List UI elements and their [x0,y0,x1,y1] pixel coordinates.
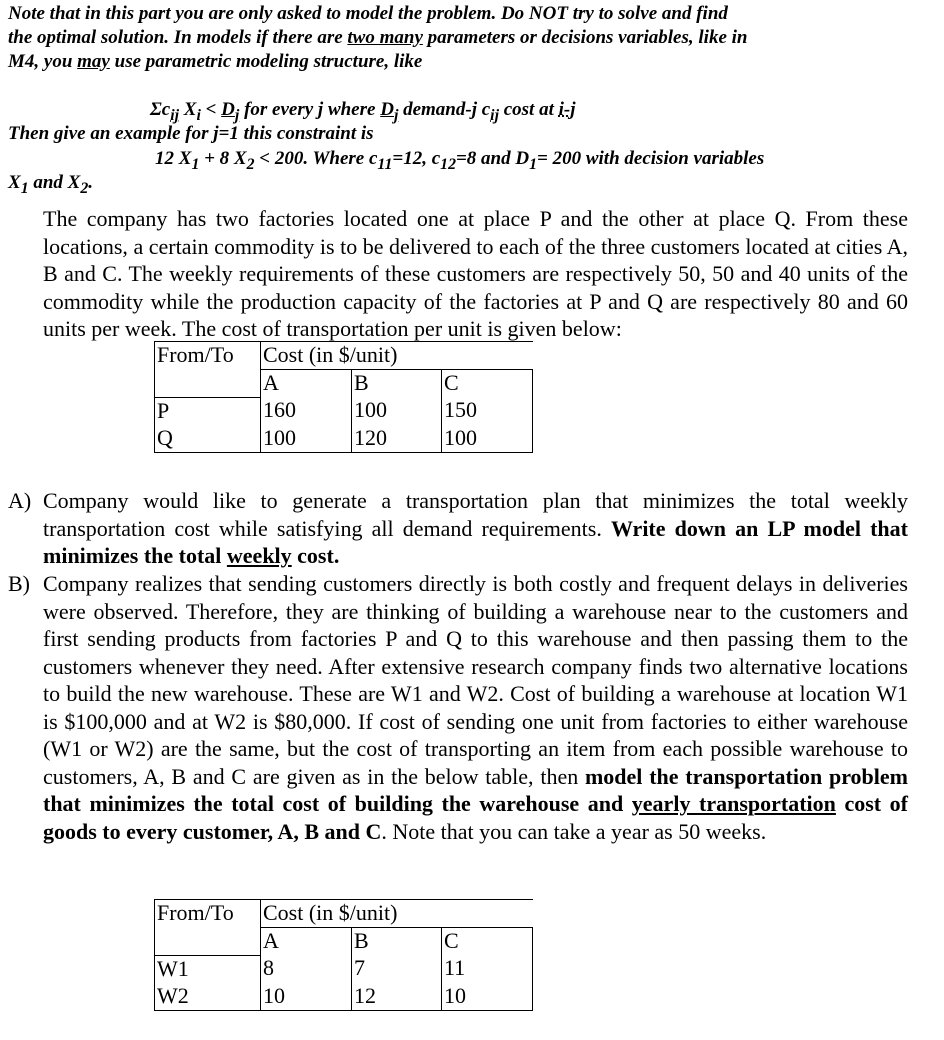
table-row [155,397,533,425]
question-bold-underlined: yearly transportation [631,791,836,816]
example-constraint [155,148,764,174]
table-row [155,425,533,453]
table-cell: 100 [442,425,533,453]
table-cell: 12 [352,983,442,1011]
question-label: A) [8,488,32,513]
example-text: + 8 X [199,148,247,169]
formula-text: cost at [498,99,559,120]
from-to-header: From/To [155,900,261,928]
question-body: Company would like to generate a transportation plan that minimizes the total weekly transportation cost while satisfying all demand requirements. [43,488,908,541]
formula-text: demand-j [398,99,482,120]
table-cell: 120 [352,425,442,453]
table-header-row [155,342,533,370]
table-cell: 10 [442,983,533,1011]
table-column-row [155,928,533,956]
vars-sub: 1 [20,179,29,197]
formula-sub: j [393,106,399,124]
column-header: A [261,370,352,398]
formula-sub: i [196,106,201,124]
factory-cost-table [154,341,533,453]
table-cell [155,370,261,398]
cost-header: Cost (in $/unit) [261,900,533,928]
column-header: C [442,370,533,398]
row-label: W1 [155,955,261,983]
table-cell: 8 [261,955,352,983]
row-label: P [155,397,261,425]
then-line: Then give an example for j=1 this constraint is [8,123,374,144]
note-line-2 [8,26,938,50]
vars-sub: 2 [80,179,89,197]
problem-intro: The company has two factories located one at place P and the other at place Q. From these locations, a certain commodity is to be delivered to each of the three customers located at cities A, B and C. The weekly requirements of these customers are respectively 50, 50 and 40 units of the commodity while the production capacity of the factories at P and Q are respectively 80 and 60 units per week. The cost of transportation per unit is given below: [43,206,908,341]
formula-text: for every j where [239,99,381,120]
vars-text: . [88,172,94,193]
formula-op: < [200,99,222,120]
formula-sub: ij [490,106,499,124]
table-row [155,983,533,1011]
question-bold: cost of goods to every customer, A, B and C [43,791,908,844]
row-label: W2 [155,983,261,1011]
from-to-header: From/To [155,342,261,370]
formula-text: i-j [558,99,576,120]
question-body: Company realizes that sending customers directly is both costly and frequent delays in deliveries were observed. Therefore, they are thinking of building a warehouse near to the customers and first sending products from factories P and Q to this warehouse and then passing them to the customers whenever they need. After extensive research company finds two alternative locations to build the new warehouse. These are W1 and W2. Cost of building a warehouse at location W1 is $100,000 and at W2 is $80,000. If cost of sending one unit from factories to either warehouse (W1 or W2) are the same, but the cost of transporting an item from each possible warehouse to customers, A, B and C are given as in the below table, then [43,571,908,789]
example-text: 12 X [155,148,192,169]
table-row [155,955,533,983]
column-header: A [261,928,352,956]
warehouse-cost-table [154,899,533,1011]
example-text: = 200 with decision variables [537,148,765,169]
column-header: C [442,928,533,956]
table-column-row [155,370,533,398]
decision-variables-line [8,172,93,198]
question-bold: model the transportation problem that minimizes the total cost of building the warehouse and [43,763,908,816]
formula-c: c [161,99,171,120]
example-text: =8 and D [455,148,530,169]
note-text: Note that in this part you are only asked to model the problem. Do NOT try to solve and find [8,3,728,24]
column-header: B [352,370,442,398]
example-text: =12, c [392,148,441,169]
note-text: parameters or decisions variables, like in [422,27,748,48]
example-sub: 1 [529,155,538,173]
question-body: . Note that you can take a year as 50 weeks. [381,818,767,844]
question-text [43,487,908,570]
question-b [8,570,908,845]
table-cell [155,928,261,956]
formula-d: D [380,99,394,120]
formula-sub: ij [170,106,179,124]
note-underlined-text: may [77,51,110,72]
table-cell: 100 [261,425,352,453]
table-cell: 100 [352,397,442,425]
table-header-row [155,900,533,928]
table-cell: 7 [352,955,442,983]
question-bold: cost. [291,543,340,568]
note-text: M4, you [8,51,78,72]
vars-text: and X [28,172,81,193]
example-sub: 11 [377,155,393,173]
note-line-1 [8,2,938,26]
cost-header: Cost (in $/unit) [261,342,533,370]
formula-x: X [179,99,197,120]
table-cell: 160 [261,397,352,425]
note-line-3 [8,50,938,74]
formula-d: D [221,99,235,120]
question-label: B) [8,571,30,596]
formula-c: c [481,99,491,120]
table-cell: 11 [442,955,533,983]
note-text: use parametric modeling structure, like [109,51,423,72]
row-label: Q [155,425,261,453]
question-a [8,487,908,570]
parametric-formula [150,99,576,125]
formula-sub: j [234,106,240,124]
column-header: B [352,928,442,956]
example-text: < 200. Where c [254,148,378,169]
example-sub: 1 [191,155,200,173]
question-text [43,570,908,845]
table-cell: 10 [261,983,352,1011]
vars-text: X [8,172,21,193]
example-sub: 12 [440,155,456,173]
question-bold-underlined: weekly [226,543,292,568]
instruction-note [8,2,938,74]
example-sub: 2 [246,155,255,173]
note-underlined-text: two many [347,27,423,48]
note-text: the optimal solution. In models if there are [8,27,348,48]
question-bold: Write down an LP model that minimizes the total [43,515,908,568]
table-cell: 150 [442,397,533,425]
sigma-symbol: Σ [150,99,162,120]
